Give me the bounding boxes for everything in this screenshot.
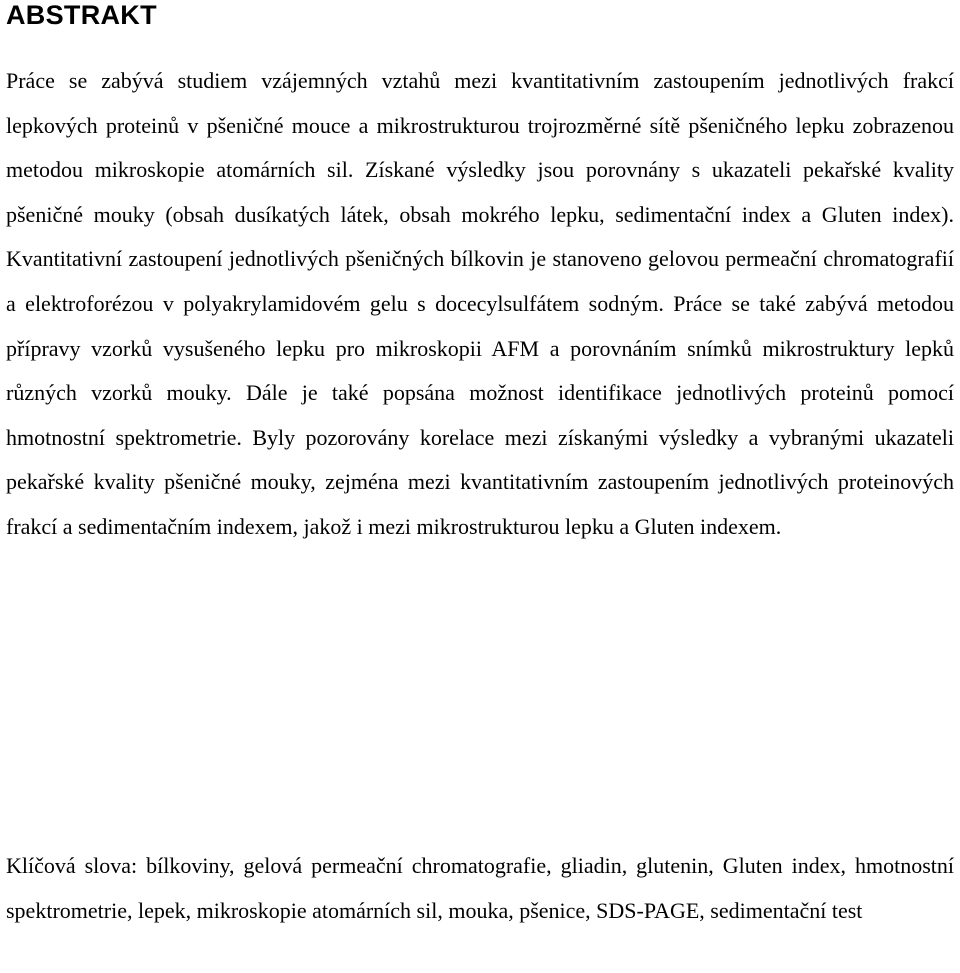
keywords-paragraph: Klíčová slova: bílkoviny, gelová permeační chromatografie, gliadin, glutenin, Gluten index, hmotnostní spektrometrie, lepek, mikroskopie atomárních sil, mouka, pšenice, SDS-PAGE, sedimentační test bbox=[6, 853, 954, 923]
document-page bbox=[6, 0, 954, 550]
abstract-paragraph: Práce se zabývá studiem vzájemných vztahů mezi kvantitativním zastoupením jednotlivých frakcí lepkových proteinů v pšeničné mouce a mikrostrukturou trojrozměrné sítě pšeničného lepku zobrazenou metodou mikroskopie atomárních sil. Získané výsledky jsou porovnány s ukazateli pekařské kvality pšeničné mouky (obsah dusíkatých látek, obsah mokrého lepku, sedimentační index a Gluten index). Kvantitativní zastoupení jednotlivých pšeničných bílkovin je stanoveno gelovou permeační chromatografií a elektroforézou v polyakrylamidovém gelu s docecylsulfátem sodným. Práce se také zabývá metodou přípravy vzorků vysušeného lepku pro mikroskopii AFM a porovnáním snímků mikrostruktury lepků různých vzorků mouky. Dále je také popsána možnost identifikace jednotlivých proteinů pomocí hmotnostní spektrometrie. Byly pozorovány korelace mezi získanými výsledky a vybranými ukazateli pekařské kvality pšeničné mouky, zejména mezi kvantitativním zastoupením jednotlivých proteinových frakcí a sedimentačním indexem, jakož i mezi mikrostrukturou lepku a Gluten indexem. bbox=[6, 68, 954, 539]
abstract-heading: ABSTRAKT bbox=[6, 0, 157, 30]
